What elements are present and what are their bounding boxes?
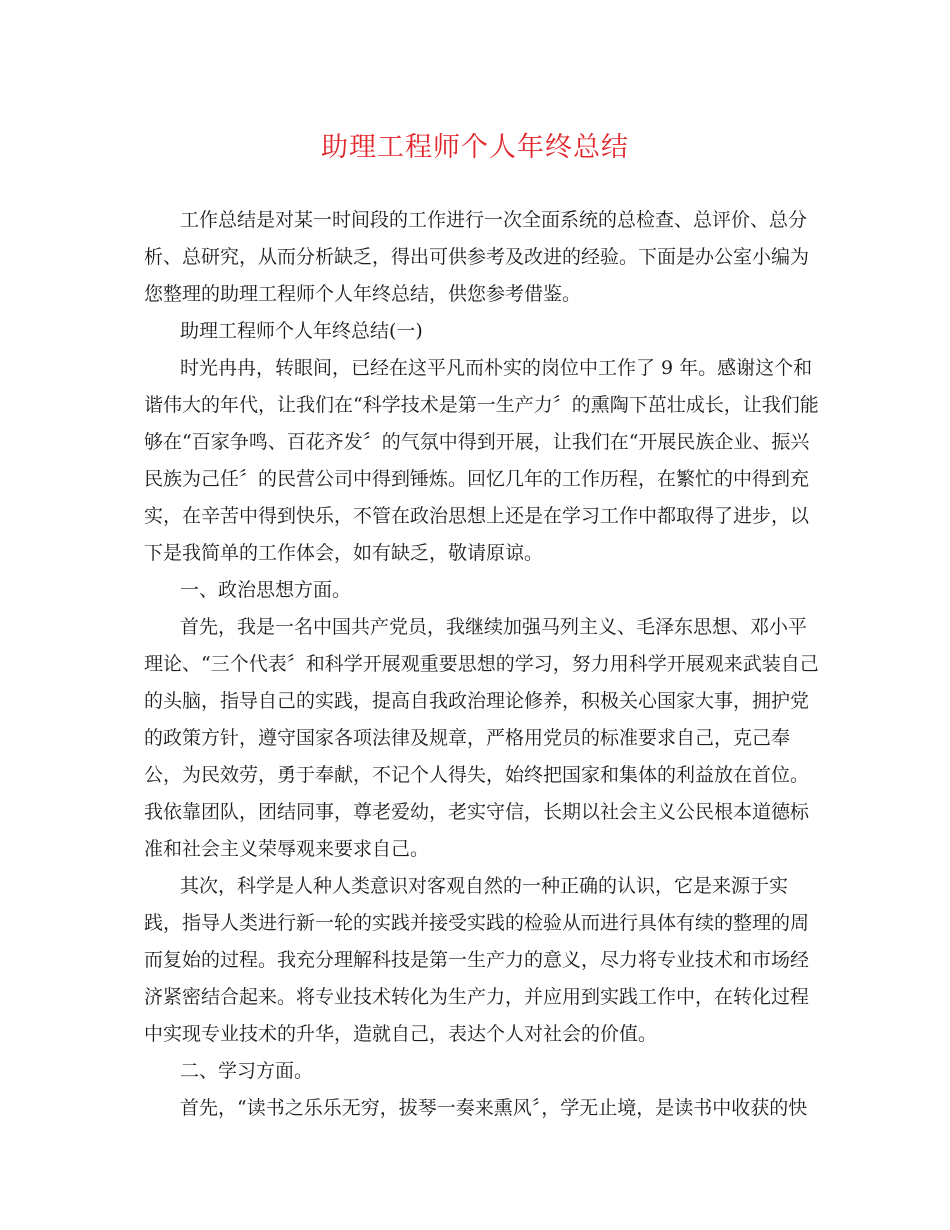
section-heading: 一、政治思想方面。 — [180, 579, 352, 601]
paragraph-line: 准和社会主义荣辱观来要求自己。 — [144, 838, 430, 860]
paragraph-line: 我依靠团队，团结同事，尊老爱幼，老实守信，长期以社会主义公民根本道德标 — [144, 801, 810, 823]
paragraph-line: 实，在辛苦中得到快乐，不管在政治思想上还是在学习工作中都取得了进步，以 — [144, 505, 810, 527]
paragraph-line: 工作总结是对某一时间段的工作进行一次全面系统的总检查、总评价、总分 — [180, 209, 808, 231]
paragraph-line: 首先，“读书之乐乐无穷，拔琴一奏来熏风〞，学无止境，是读书中收获的快 — [180, 1097, 808, 1119]
paragraph-line: 的头脑，指导自己的实践，提高自我政治理论修养，积极关心国家大事，拥护党 — [144, 690, 810, 712]
paragraph-line: 够在“百家争鸣、百花齐发〞的气氛中得到开展，让我们在“开展民族企业、振兴 — [144, 431, 810, 453]
paragraph-line: 时光冉冉，转眼间，已经在这平凡而朴实的岗位中工作了 9 年。感谢这个和 — [180, 357, 813, 379]
paragraph-line: 谐伟大的年代，让我们在“科学技术是第一生产力〞的熏陶下茁壮成长，让我们能 — [144, 394, 819, 416]
paragraph-line: 民族为己任〞的民营公司中得到锤炼。回忆几年的工作历程，在繁忙的中得到充 — [144, 468, 810, 490]
section-subtitle: 助理工程师个人年终总结(一) — [180, 320, 423, 342]
paragraph-line: 其次，科学是人种人类意识对客观自然的一种正确的认识，它是来源于实 — [180, 875, 789, 897]
paragraph-line: 首先，我是一名中国共产党员，我继续加强马列主义、毛泽东思想、邓小平 — [180, 616, 808, 638]
paragraph-line: 下是我简单的工作体会，如有缺乏，敬请原谅。 — [144, 542, 544, 564]
paragraph-line: 中实现专业技术的升华，造就自己，表达个人对社会的价值。 — [144, 1023, 658, 1045]
paragraph-line: 公，为民效劳，勇于奉献，不记个人得失，始终把国家和集体的利益放在首位。 — [144, 764, 810, 786]
paragraph-line: 理论、“三个代表〞和科学开展观重要思想的学习，努力用科学开展观来武装自己 — [144, 653, 819, 675]
paragraph-line: 的政策方针，遵守国家各项法律及规章，严格用党员的标准要求自己，克己奉 — [144, 727, 791, 749]
paragraph-line: 践，指导人类进行新一轮的实践并接受实践的检验从而进行具体有续的整理的周 — [144, 912, 810, 934]
document-title: 助理工程师个人年终总结 — [321, 132, 629, 163]
paragraph-line: 您整理的助理工程师个人年终总结，供您参考借鉴。 — [144, 283, 582, 305]
paragraph-line: 而复始的过程。我充分理解科技是第一生产力的意义，尽力将专业技术和市场经 — [144, 949, 810, 971]
section-heading: 二、学习方面。 — [180, 1060, 314, 1082]
paragraph-line: 析、总研究，从而分析缺乏，得出可供参考及改进的经验。下面是办公室小编为 — [144, 246, 810, 268]
paragraph-line: 济紧密结合起来。将专业技术转化为生产力，并应用到实践工作中，在转化过程 — [144, 986, 810, 1008]
